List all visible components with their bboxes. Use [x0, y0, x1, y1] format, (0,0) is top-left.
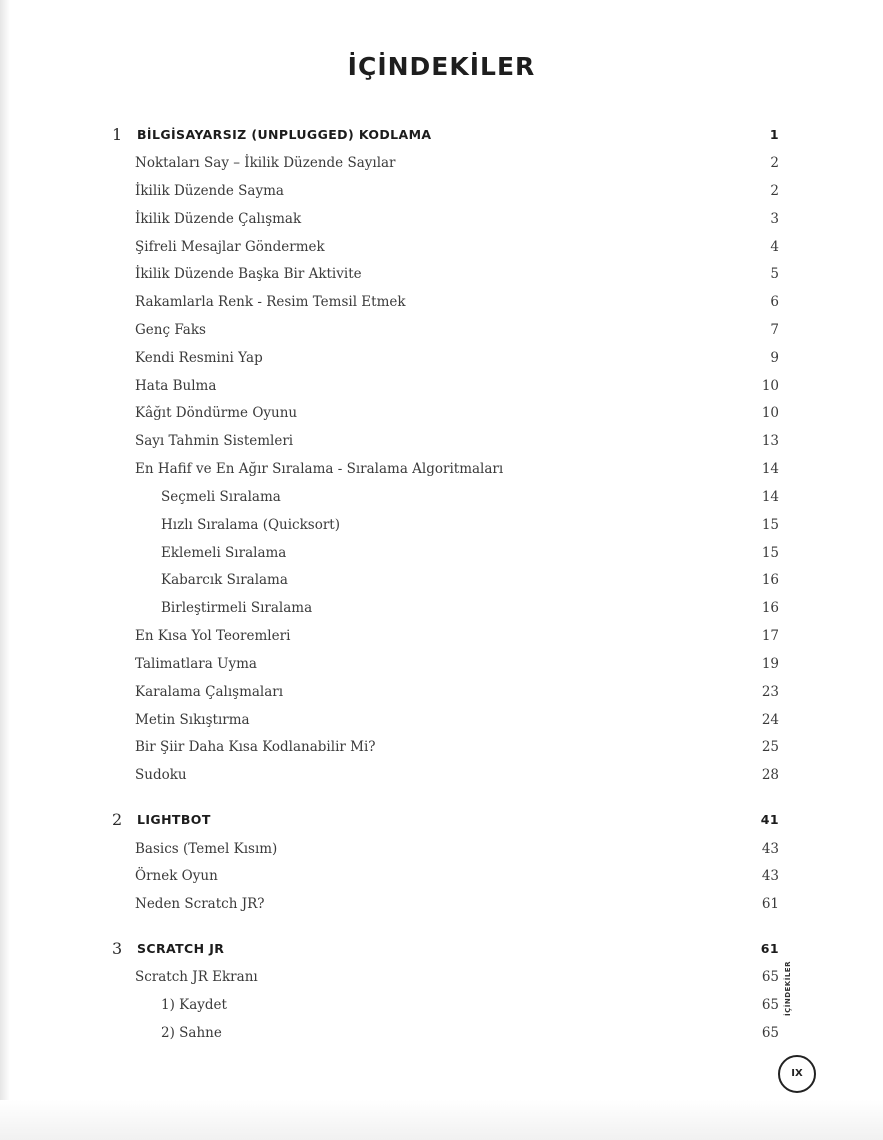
entry-page: 14 [761, 489, 779, 505]
entry-page: 65 [761, 969, 779, 985]
chapter-number: 1 [112, 125, 123, 144]
chapter-number: 2 [112, 810, 123, 829]
chapter-row [0, 809, 883, 831]
entry-title: Noktaları Say – İkilik Düzende Sayılar [135, 155, 396, 171]
chapter-page: 1 [769, 127, 779, 142]
entry-page: 6 [770, 294, 779, 310]
entry-title: Seçmeli Sıralama [161, 489, 281, 505]
toc-entry [0, 402, 883, 424]
toc-entry [0, 458, 883, 480]
toc-entry [0, 152, 883, 174]
entry-title: Kendi Resmini Yap [135, 350, 263, 366]
page-number-badge: IX [778, 1055, 816, 1093]
entry-page: 15 [761, 545, 779, 561]
entry-page: 2 [770, 183, 779, 199]
entry-page: 17 [761, 628, 779, 644]
toc-entry [0, 838, 883, 860]
toc-entry [0, 263, 883, 285]
toc-subentry [0, 597, 883, 619]
toc-entry [0, 764, 883, 786]
entry-title: Genç Faks [135, 322, 206, 338]
entry-title: 2) Sahne [161, 1025, 222, 1041]
toc-entry [0, 736, 883, 758]
toc-entry [0, 966, 883, 988]
entry-title: Sayı Tahmin Sistemleri [135, 433, 294, 449]
toc-entry [0, 865, 883, 887]
toc-entry [0, 319, 883, 341]
toc-entry [0, 180, 883, 202]
toc-entry [0, 291, 883, 313]
entry-page: 61 [761, 896, 779, 912]
entry-title: Metin Sıkıştırma [135, 712, 250, 728]
toc-entry [0, 347, 883, 369]
entry-page: 7 [770, 322, 779, 338]
entry-title: Karalama Çalışmaları [135, 684, 284, 700]
entry-page: 65 [761, 997, 779, 1013]
entry-title: Neden Scratch JR? [135, 896, 265, 912]
entry-title: Örnek Oyun [135, 868, 218, 884]
entry-title: Eklemeli Sıralama [161, 545, 287, 561]
chapter-row [0, 124, 883, 146]
chapter-title: BİLGİSAYARSIZ (UNPLUGGED) KODLAMA [137, 127, 432, 142]
toc-entry [0, 709, 883, 731]
entry-page: 16 [761, 600, 779, 616]
toc-subentry [0, 994, 883, 1016]
entry-title: İkilik Düzende Çalışmak [135, 211, 302, 227]
entry-page: 10 [761, 405, 779, 421]
entry-title: Kabarcık Sıralama [161, 572, 288, 588]
entry-page: 10 [761, 378, 779, 394]
entry-page: 2 [770, 155, 779, 171]
entry-title: Hızlı Sıralama (Quicksort) [161, 517, 340, 533]
toc-entry [0, 893, 883, 915]
toc-entry [0, 681, 883, 703]
entry-title: 1) Kaydet [161, 997, 227, 1013]
toc-entry [0, 236, 883, 258]
entry-page: 28 [761, 767, 779, 783]
entry-page: 13 [761, 433, 779, 449]
toc-subentry [0, 1022, 883, 1044]
entry-page: 16 [761, 572, 779, 588]
toc-subentry [0, 514, 883, 536]
chapter-row [0, 938, 883, 960]
entry-title: Sudoku [135, 767, 187, 783]
entry-page: 4 [770, 239, 779, 255]
chapter-page: 61 [760, 941, 779, 956]
entry-page: 14 [761, 461, 779, 477]
chapter-title: SCRATCH JR [137, 941, 225, 956]
entry-page: 19 [761, 656, 779, 672]
entry-title: İkilik Düzende Sayma [135, 183, 284, 199]
toc-entry [0, 430, 883, 452]
entry-title: Şifreli Mesajlar Göndermek [135, 239, 325, 255]
entry-page: 25 [761, 739, 779, 755]
entry-page: 43 [761, 868, 779, 884]
running-section-label: İÇİNDEKİLER [784, 961, 792, 1016]
entry-title: En Kısa Yol Teoremleri [135, 628, 291, 644]
page-title: İÇİNDEKİLER [347, 52, 536, 81]
entry-page: 3 [770, 211, 779, 227]
entry-page: 65 [761, 1025, 779, 1041]
toc-subentry [0, 569, 883, 591]
entry-title: En Hafif ve En Ağır Sıralama - Sıralama Algoritmaları [135, 461, 504, 477]
entry-page: 15 [761, 517, 779, 533]
entry-title: Basics (Temel Kısım) [135, 841, 278, 857]
entry-title: Bir Şiir Daha Kısa Kodlanabilir Mi? [135, 739, 376, 755]
toc-subentry [0, 542, 883, 564]
chapter-page: 41 [760, 812, 779, 827]
entry-page: 24 [761, 712, 779, 728]
entry-page: 43 [761, 841, 779, 857]
toc-entry [0, 375, 883, 397]
entry-title: Kâğıt Döndürme Oyunu [135, 405, 298, 421]
chapter-number: 3 [112, 939, 123, 958]
entry-title: Birleştirmeli Sıralama [161, 600, 313, 616]
toc-entry [0, 208, 883, 230]
page-bottom-shadow [0, 1100, 883, 1140]
toc-subentry [0, 486, 883, 508]
entry-title: Rakamlarla Renk - Resim Temsil Etmek [135, 294, 406, 310]
entry-title: Hata Bulma [135, 378, 217, 394]
entry-page: 5 [770, 266, 779, 282]
entry-title: Talimatlara Uyma [135, 656, 257, 672]
entry-page: 23 [761, 684, 779, 700]
toc-entry [0, 653, 883, 675]
entry-title: İkilik Düzende Başka Bir Aktivite [135, 266, 362, 282]
entry-page: 9 [770, 350, 779, 366]
chapter-title: LIGHTBOT [137, 812, 211, 827]
entry-title: Scratch JR Ekranı [135, 969, 258, 985]
toc-entry [0, 625, 883, 647]
